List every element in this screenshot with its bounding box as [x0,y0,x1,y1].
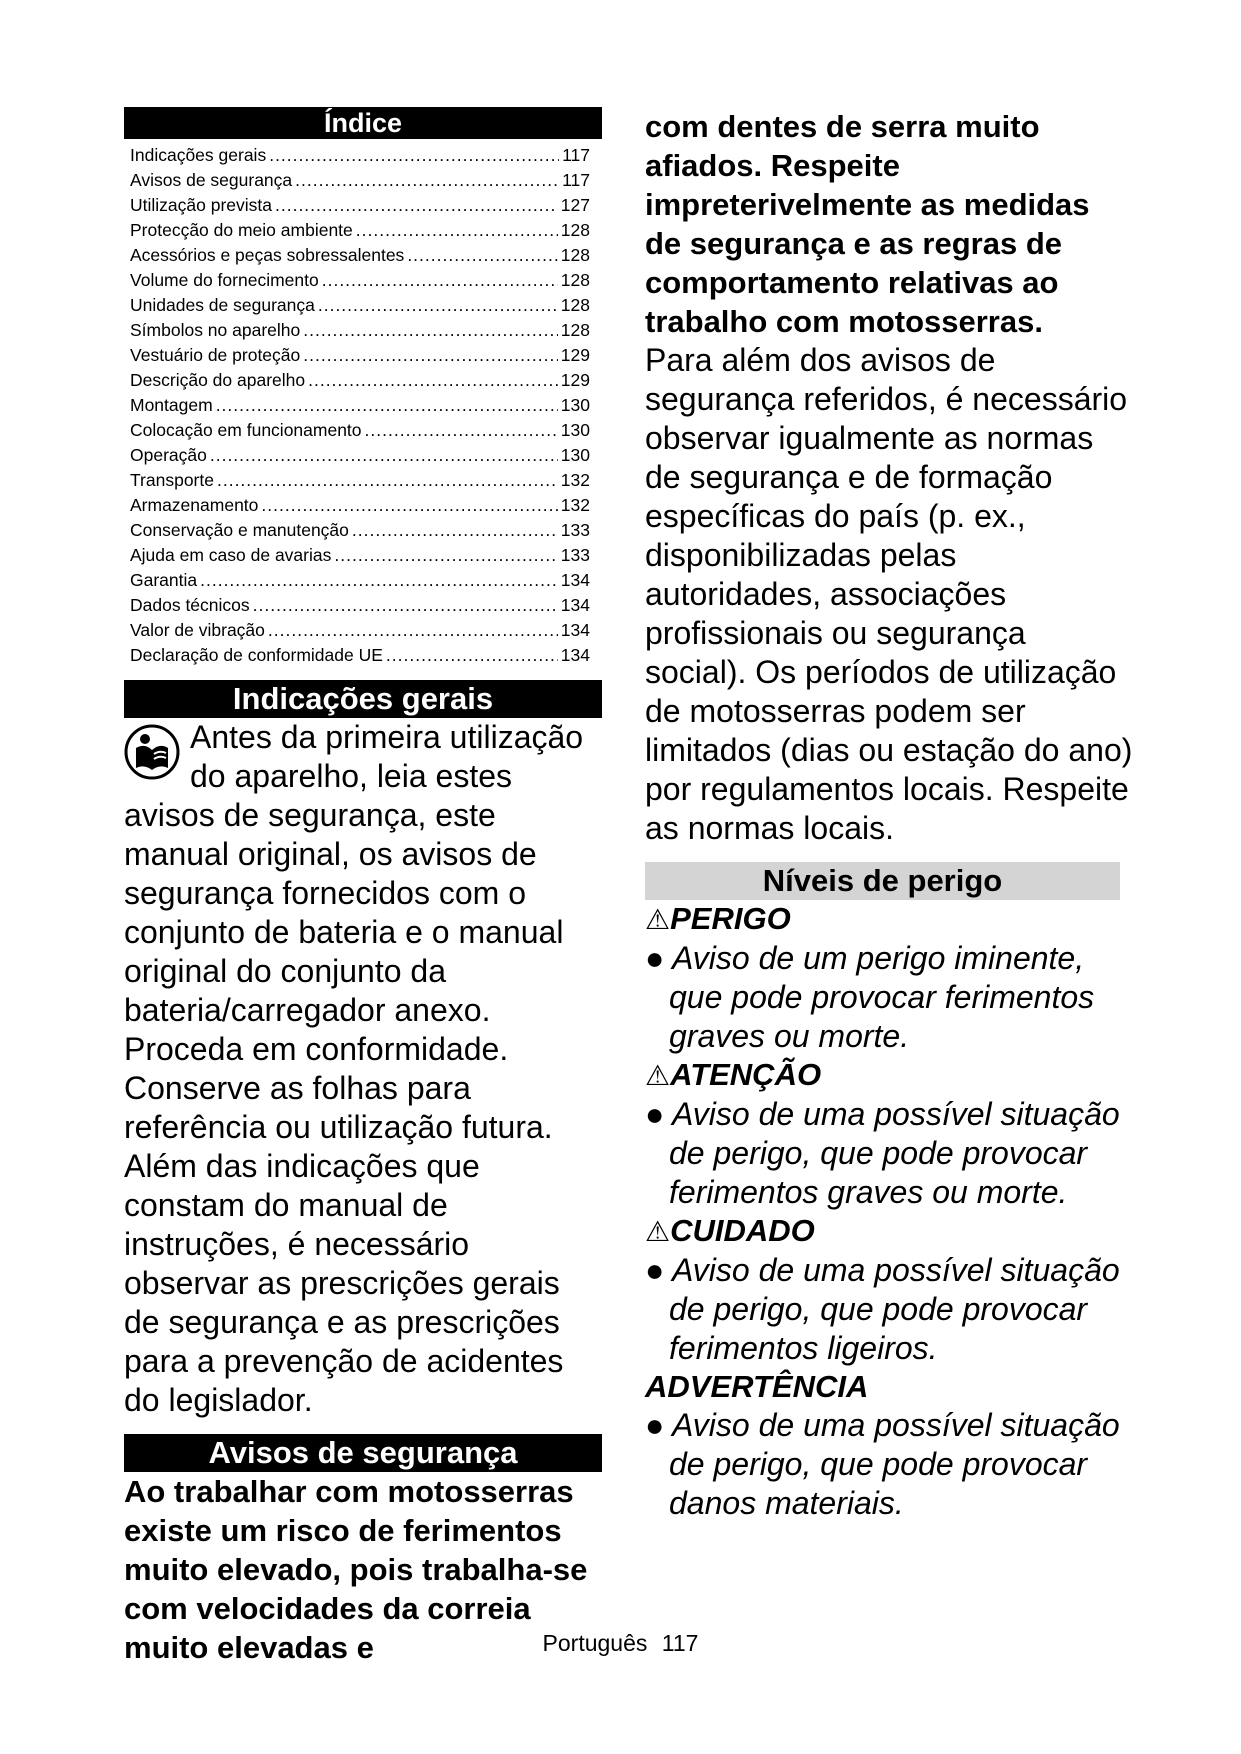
toc-entry-title: Símbolos no aparelho [130,320,301,340]
toc-entry-title: Operação [130,445,207,465]
toc-entry-title: Avisos de segurança [130,170,293,190]
toc-leader [356,218,558,243]
hazard-level-description: ● Aviso de um perigo iminente, que pode provocar ferimentos graves ou morte. [645,940,1095,1054]
toc-entry [130,443,590,468]
safety-bold-paragraph: Ao trabalhar com motosserras existe um risco de ferimentos muito elevado, pois trabalha-se com velocidades da correia muito elevadas e [124,1474,588,1665]
toc-entry [130,318,590,343]
hazard-level-description: ● Aviso de uma possível situação de perigo, que pode provocar ferimentos ligeiros. [645,1252,1120,1366]
toc-entry [130,518,590,543]
page-number: 117 [661,1630,699,1656]
toc-entry-page: 128 [560,245,590,265]
toc-entry [130,568,590,593]
toc-entry-title: Garantia [130,570,198,590]
footer-language: Português [542,1630,648,1656]
toc-leader [365,418,558,443]
toc-entry [130,218,590,243]
toc-entry-page: 129 [560,345,590,365]
toc-leader [275,193,558,218]
toc-entry-title: Vestuário de proteção [130,345,301,365]
toc-entry-page: 128 [560,295,590,315]
toc-entry-page: 132 [560,470,590,490]
toc-leader [253,593,558,618]
toc-leader [386,643,558,668]
warning-triangle-icon: ⚠ [645,1060,671,1091]
toc-leader [210,443,558,468]
toc-leader [295,168,559,193]
toc-entry-title: Volume do fornecimento [130,270,319,290]
read-manual-icon [124,724,180,780]
toc-entry-title: Valor de vibração [130,620,265,640]
toc-entry-title: Descrição do aparelho [130,370,306,390]
toc-entry-title: Utilização prevista [130,195,272,215]
toc-entry [130,368,590,393]
toc-entry-page: 134 [560,570,590,590]
toc-entry [130,493,590,518]
toc-entry-page: 128 [560,220,590,240]
hazard-level-label: ⚠ATENÇÃO [645,1057,822,1092]
toc-entry-page: 133 [560,545,590,565]
hazard-level-label: ⚠PERIGO [645,901,791,936]
toc-leader [261,493,557,518]
hazard-level-description: ● Aviso de uma possível situação de perigo, que pode provocar ferimentos graves ou morte. [645,1096,1120,1210]
toc-leader [303,318,558,343]
toc-leader [303,343,558,368]
toc-leader [200,568,558,593]
hazard-heading: Níveis de perigo [645,862,1120,900]
hazard-level-description: ● Aviso de uma possível situação de perigo, que pode provocar danos materiais. [645,1407,1120,1521]
toc-entry [130,643,590,668]
safety-bold-paragraph-continued: com dentes de serra muito afiados. Respeite impreterivelmente as medidas de segurança e as regras de comportamento relativas ao trabalho com motosserras. [645,109,1090,339]
toc-entry [130,293,590,318]
warning-triangle-icon: ⚠ [645,1216,671,1247]
toc-entry-page: 134 [560,645,590,665]
toc-leader [216,393,558,418]
toc-entry-title: Indicações gerais [130,145,267,165]
toc-entry-title: Colocação em funcionamento [130,420,362,440]
toc-entry [130,243,590,268]
toc-entry-title: Armazenamento [130,495,259,515]
toc-entry [130,418,590,443]
toc-leader [217,468,558,493]
toc-entry-page: 132 [560,495,590,515]
toc-entry-page: 117 [562,145,590,165]
table-of-contents [124,139,590,668]
toc-entry-page: 127 [560,195,590,215]
toc-entry [130,618,590,643]
toc-entry-page: 130 [560,395,590,415]
toc-leader [334,543,557,568]
toc-entry [130,268,590,293]
toc-entry-page: 130 [560,420,590,440]
toc-entry [130,543,590,568]
toc-entry-title: Acessórios e peças sobressalentes [130,245,405,265]
general-paragraph-1: Antes da primeira utilização do aparelho, leia estes avisos de segurança, este manual original, os avisos de segurança fornecidos com o conjunto de bateria e o manual original do conjunto da bateria/carregador anexo. Proceda em conformidade. Conserve as folhas para referência ou utilização futura. [124,719,584,1145]
toc-leader [308,368,558,393]
toc-entry-title: Unidades de segurança [130,295,315,315]
safety-paragraph: Para além dos avisos de segurança referidos, é necessário observar igualmente as normas de segurança e de formação específicas do país (p. ex., disponibilizadas pelas autoridades, associações profissionais ou segurança social). Os períodos de utilização de motosserras podem ser limitados (dias ou estação do ano) por regulamentos locais. Respeite as normas locais. [645,342,1133,846]
safety-heading: Avisos de segurança [124,1434,602,1472]
toc-entry-page: 128 [560,320,590,340]
toc-leader [269,143,559,168]
toc-entry-page: 134 [560,620,590,640]
toc-entry [130,343,590,368]
right-column [645,107,1133,1523]
toc-entry [130,593,590,618]
toc-leader [318,293,558,318]
hazard-level-label: ⚠CUIDADO [645,1213,815,1248]
toc-entry [130,193,590,218]
toc-entry-page: 130 [560,445,590,465]
toc-entry-title: Conservação e manutenção [130,520,349,540]
general-heading: Indicações gerais [124,680,602,718]
toc-entry-title: Transporte [130,470,214,490]
toc-leader [352,518,558,543]
toc-entry-title: Protecção do meio ambiente [130,220,353,240]
toc-entry [130,393,590,418]
toc-entry-title: Ajuda em caso de avarias [130,545,332,565]
toc-entry [130,468,590,493]
warning-triangle-icon: ⚠ [645,904,671,935]
toc-entry [130,143,590,168]
toc-entry-page: 133 [560,520,590,540]
left-column [124,107,602,1667]
toc-entry-page: 128 [560,270,590,290]
hazard-levels [645,900,1133,1523]
general-paragraph-2: Além das indicações que constam do manual de instruções, é necessário observar as prescrições gerais de segurança e as prescrições para a prevenção de acidentes do legislador. [124,1148,564,1418]
toc-leader [407,243,557,268]
toc-entry-page: 117 [562,170,590,190]
toc-entry [130,168,590,193]
toc-entry-title: Declaração de conformidade UE [130,645,383,665]
toc-entry-title: Montagem [130,395,213,415]
page-footer [0,1630,1241,1657]
toc-heading: Índice [124,107,602,139]
hazard-level-label: ADVERTÊNCIA [645,1369,869,1404]
toc-leader [322,268,558,293]
toc-entry-title: Dados técnicos [130,595,250,615]
toc-entry-page: 134 [560,595,590,615]
toc-entry-page: 129 [560,370,590,390]
toc-leader [268,618,558,643]
